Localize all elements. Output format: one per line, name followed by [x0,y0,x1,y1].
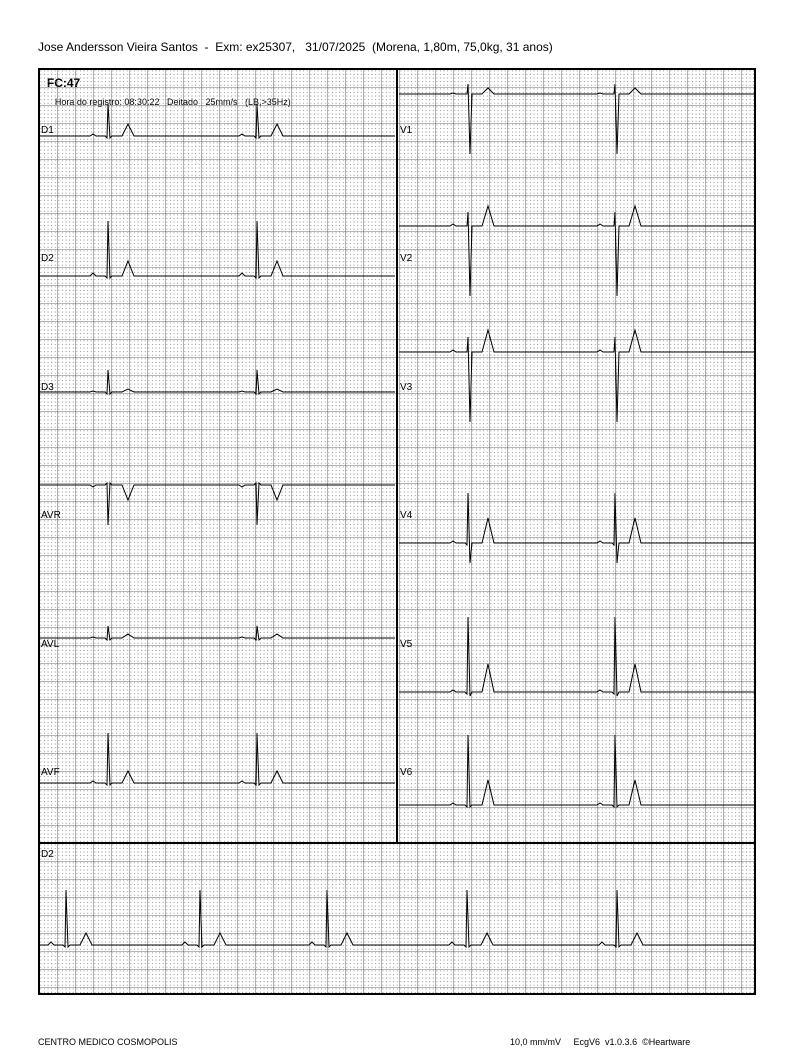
lead-label-avl: AVL [41,639,60,650]
lead-label-d2: D2 [41,253,54,264]
lead-label-avr: AVR [41,510,61,521]
clinic-name: CENTRO MEDICO COSMOPOLIS [38,1037,178,1047]
patient-header: Jose Andersson Vieira Santos - Exm: ex25307, 31/07/2025 (Morena, 1,80m, 75,0kg, 31 anos) [38,40,553,54]
lead-label-rhythm-d2: D2 [41,849,54,860]
lead-label-v5: V5 [400,639,413,650]
lead-label-v1: V1 [400,125,413,136]
lead-label-d1: D1 [41,125,54,136]
gain-label: 10,0 mm/mV [510,1037,562,1047]
lead-label-v2: V2 [400,253,413,264]
lead-label-v6: V6 [400,767,413,778]
lead-label-v3: V3 [400,382,413,393]
lead-label-d3: D3 [41,382,54,393]
device-info [510,1037,690,1047]
software-label: EcgV6 v1.0.3.6 ©Heartware [573,1037,691,1047]
lead-label-v4: V4 [400,510,413,521]
lead-label-avf: AVF [41,767,60,778]
